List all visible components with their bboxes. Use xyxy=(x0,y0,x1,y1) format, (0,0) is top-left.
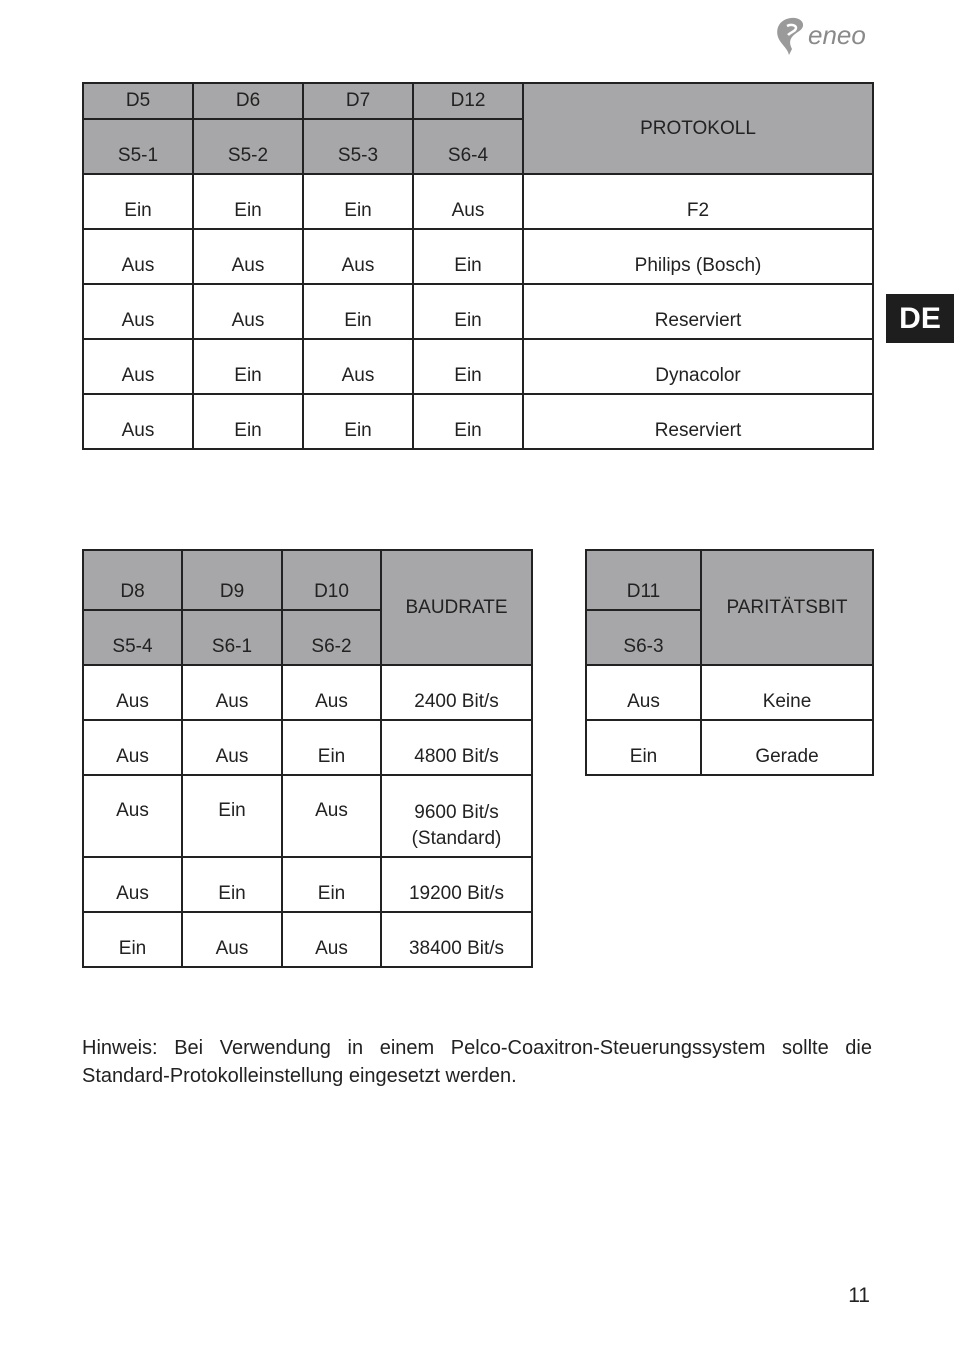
header-cell: D8 xyxy=(83,550,182,610)
table-header-row xyxy=(83,83,873,119)
table-cell: Ein xyxy=(193,394,303,449)
table-cell: Aus xyxy=(193,284,303,339)
table-cell: Aus xyxy=(83,665,182,720)
table-cell: Aus xyxy=(303,229,413,284)
header-cell: D5 xyxy=(83,83,193,119)
protocol-header: PROTOKOLL xyxy=(523,83,873,174)
table-cell: Aus xyxy=(83,720,182,775)
table-cell: Aus xyxy=(282,912,381,967)
table-row xyxy=(83,775,532,857)
table-cell: Aus xyxy=(182,720,282,775)
parity-table xyxy=(585,549,874,776)
parity-header: PARITÄTSBIT xyxy=(701,550,873,665)
table-cell: Aus xyxy=(193,229,303,284)
header-cell: S6-4 xyxy=(413,119,523,174)
header-cell: S5-4 xyxy=(83,610,182,665)
table-cell xyxy=(381,720,532,775)
table-cell: Ein xyxy=(83,174,193,229)
baudrate-value: 38400 Bit/s xyxy=(408,938,505,959)
note-text: Hinweis: Bei Verwendung in einem Pelco-Coaxitron-Steuerungssystem sollte die Standard-Protokolleinstellung eingesetzt werden. xyxy=(82,1037,872,1087)
table-row xyxy=(83,665,532,720)
table-cell: Aus xyxy=(413,174,523,229)
table-cell: Keine xyxy=(701,665,873,720)
table-cell: Aus xyxy=(282,665,381,720)
table-cell: Ein xyxy=(193,339,303,394)
table-cell: Ein xyxy=(413,284,523,339)
table-cell: Aus xyxy=(303,339,413,394)
table-cell: Ein xyxy=(182,775,282,857)
baudrate-header: BAUDRATE xyxy=(381,550,532,665)
header-cell: S5-1 xyxy=(83,119,193,174)
table-row xyxy=(83,229,873,284)
table-row xyxy=(586,720,873,775)
table-cell: Ein xyxy=(413,339,523,394)
page-number: 11 xyxy=(848,1284,870,1307)
table-cell: Aus xyxy=(83,284,193,339)
header-cell: D6 xyxy=(193,83,303,119)
table-cell: Philips (Bosch) xyxy=(523,229,873,284)
table-row xyxy=(83,912,532,967)
table-cell xyxy=(381,775,532,857)
table-cell: Ein xyxy=(303,394,413,449)
baudrate-value: 9600 Bit/s xyxy=(414,802,499,823)
eneo-swirl-icon xyxy=(774,16,806,56)
table-row xyxy=(83,174,873,229)
header-cell: S6-3 xyxy=(586,610,701,665)
table-cell: Ein xyxy=(282,720,381,775)
table-cell: Aus xyxy=(586,665,701,720)
table-cell: Ein xyxy=(413,229,523,284)
table-header-row xyxy=(83,550,532,610)
table-cell: Reserviert xyxy=(523,394,873,449)
table-cell: Ein xyxy=(83,912,182,967)
protocol-table xyxy=(82,82,874,450)
table-cell: Dynacolor xyxy=(523,339,873,394)
table-row xyxy=(83,720,532,775)
table-cell: Gerade xyxy=(701,720,873,775)
table-cell: Aus xyxy=(282,775,381,857)
header-cell: D11 xyxy=(586,550,701,610)
table-cell: Aus xyxy=(83,229,193,284)
table-cell xyxy=(381,857,532,912)
table-cell: Ein xyxy=(303,284,413,339)
table-row xyxy=(83,339,873,394)
table-cell: Aus xyxy=(83,775,182,857)
table-cell xyxy=(381,665,532,720)
table-cell: Ein xyxy=(413,394,523,449)
header-cell: S6-2 xyxy=(282,610,381,665)
table-cell: Ein xyxy=(303,174,413,229)
baudrate-value: 2400 Bit/s xyxy=(414,691,499,712)
table-header-row xyxy=(586,550,873,610)
header-cell: S5-3 xyxy=(303,119,413,174)
header-cell: D10 xyxy=(282,550,381,610)
table-cell: Aus xyxy=(83,857,182,912)
header-cell: D7 xyxy=(303,83,413,119)
table-cell: Aus xyxy=(182,665,282,720)
brand-name: eneo xyxy=(808,20,866,50)
language-tab: DE xyxy=(886,294,954,343)
table-row xyxy=(586,665,873,720)
table-cell: Ein xyxy=(586,720,701,775)
table-cell: Ein xyxy=(182,857,282,912)
header-cell: S5-2 xyxy=(193,119,303,174)
table-cell: Reserviert xyxy=(523,284,873,339)
baudrate-value: 4800 Bit/s xyxy=(414,746,499,767)
table-row xyxy=(83,857,532,912)
table-cell: Aus xyxy=(182,912,282,967)
table-cell: Aus xyxy=(83,339,193,394)
baudrate-value: 19200 Bit/s xyxy=(408,883,505,904)
baudrate-table xyxy=(82,549,533,968)
table-cell: Ein xyxy=(282,857,381,912)
table-row xyxy=(83,394,873,449)
header-cell: D12 xyxy=(413,83,523,119)
table-cell: Aus xyxy=(83,394,193,449)
brand-logo xyxy=(774,16,884,60)
header-cell: S6-1 xyxy=(182,610,282,665)
header-cell: D9 xyxy=(182,550,282,610)
table-row xyxy=(83,284,873,339)
table-cell xyxy=(381,912,532,967)
table-cell: Ein xyxy=(193,174,303,229)
table-cell: F2 xyxy=(523,174,873,229)
default-label: (Standard) xyxy=(411,828,502,849)
